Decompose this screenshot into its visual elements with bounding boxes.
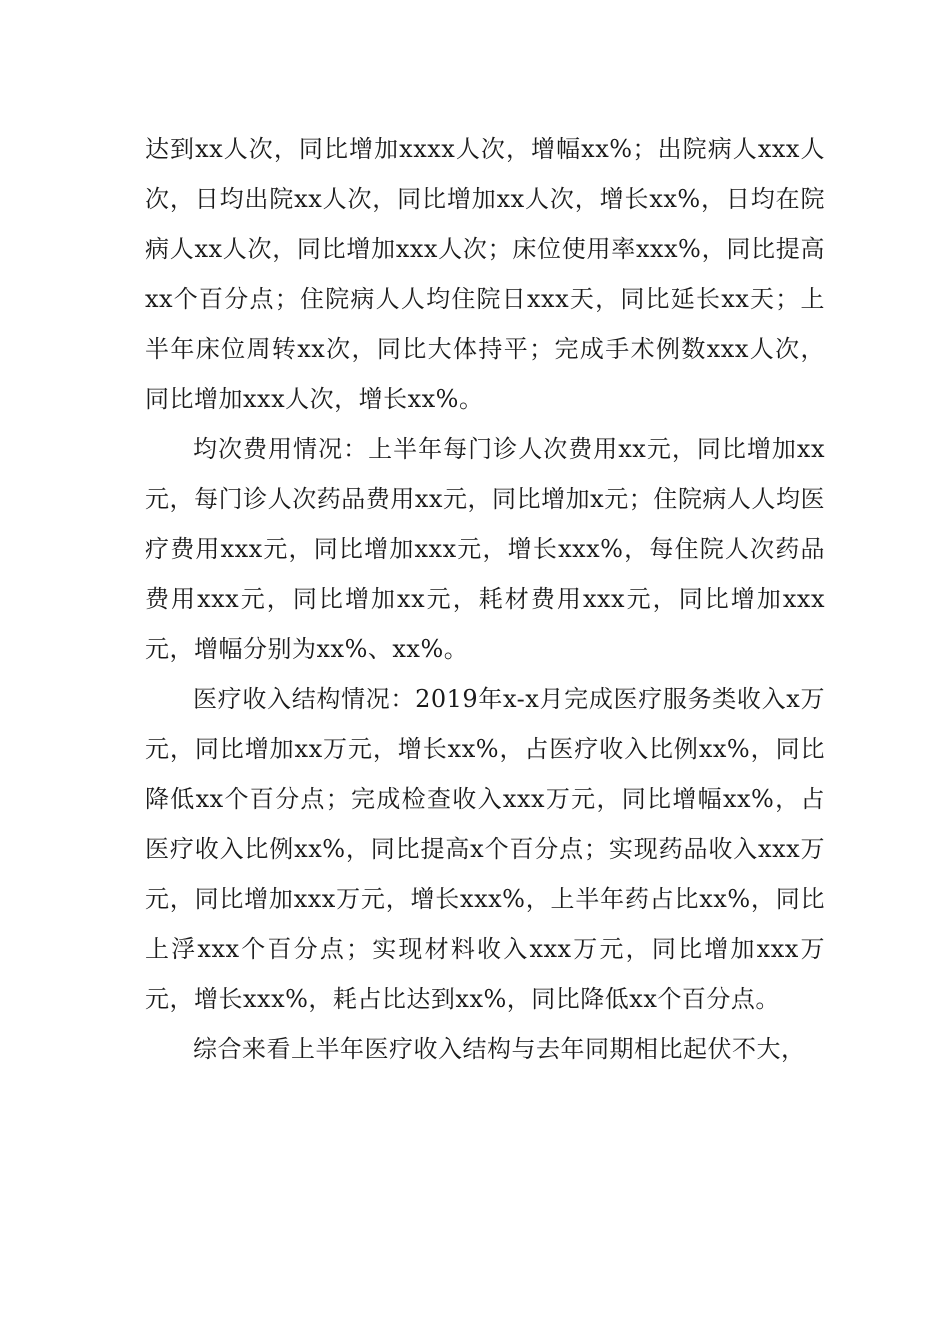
paragraph-summary: 综合来看上半年医疗收入结构与去年同期相比起伏不大，	[193, 1035, 806, 1063]
paragraph-income-structure: 医疗收入结构情况：2019年x-x月完成医疗服务类收入x万元，同比增加xx万元，增长xx%，占医疗收入比例xx%，同比降低xx个百分点；完成检查收入xxx万元，同比增幅xx%，占医疗收入比例xx%，同比提高x个百分点；实现药品收入xxx万元，同比增加xxx万元，增长xxx%，上半年药占比xx%，同比上浮xxx个百分点；实现材料收入xxx万元，同比增加xxx万元，增长xxx%，耗占比达到xx%，同比降低xx个百分点。	[145, 685, 825, 1013]
paragraph-inpatient-stats: 达到xx人次，同比增加xxxx人次，增幅xx%；出院病人xxx人次，日均出院xx人次，同比增加xx人次，增长xx%，日均在院病人xx人次，同比增加xxx人次；床位使用率xxx%，同比提高xx个百分点；住院病人人均住院日xxx天，同比延长xx天；上半年床位周转xx次，同比大体持平；完成手术例数xxx人次，同比增加xxx人次，增长xx%。	[145, 135, 825, 413]
document-body	[145, 124, 825, 1074]
paragraph-average-cost: 均次费用情况：上半年每门诊人次费用xx元，同比增加xx元，每门诊人次药品费用xx元，同比增加x元；住院病人人均医疗费用xxx元，同比增加xxx元，增长xxx%，每住院人次药品费用xxx元，同比增加xx元，耗材费用xxx元，同比增加xxx元，增幅分别为xx%、xx%。	[145, 435, 825, 663]
